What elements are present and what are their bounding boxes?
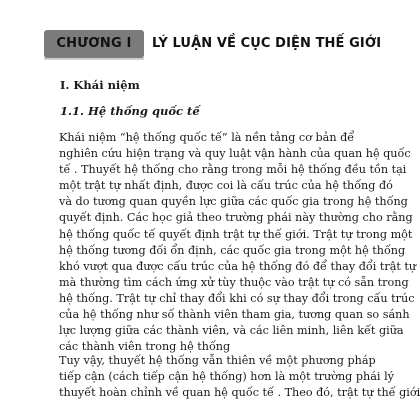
text-line: Khái niệm “hệ thống quốc tế” là nền tảng cơ bản để xyxy=(59,131,355,144)
text-line: các thành viên trong hệ thống xyxy=(59,340,231,354)
chapter-title: LÝ LUẬN VỀ CỤC DIỆN THẾ GIỚI xyxy=(152,36,382,51)
paragraph-2 xyxy=(59,353,420,401)
subsection-heading: 1.1. Hệ thống quốc tế xyxy=(60,104,200,118)
text-line: quyết định. Các học giả theo trường phái này thường cho rằng xyxy=(59,211,413,225)
text-line: một trật tự nhất định, được coi là cấu trúc của hệ thống đó xyxy=(59,179,393,193)
section-heading: I. Khái niệm xyxy=(60,78,140,92)
text-line: hệ thống tương đối ổn định, các quốc gia trong một hệ thống xyxy=(59,243,406,257)
text-line: hệ thống quốc tế quyết định trật tự thế giới. Trật tự trong một xyxy=(59,227,413,241)
chapter-label: CHƯƠNG I xyxy=(44,30,144,58)
text-line: lực lượng giữa các thành viên, và các liên minh, liên kết giữa xyxy=(59,324,404,338)
text-line: của hệ thống như số thành viên tham gia, tương quan so sánh xyxy=(59,308,410,322)
text-line: khó vượt qua được cấu trúc của hệ thống đó để thay đổi trật tự xyxy=(59,259,417,273)
text-line: tiếp cận (cách tiếp cận hệ thống) hơn là một trường phái lý xyxy=(59,370,394,384)
text-line: và do tương quan quyền lực giữa các quốc gia trong hệ thống xyxy=(59,195,408,209)
text-line: tế . Thuyết hệ thống cho rằng trong mỗi hệ thống đều tồn tại xyxy=(59,163,407,177)
text-line: mà thường tìm cách ứng xử tùy thuộc vào trật tự có sẵn trong xyxy=(59,275,409,289)
text-line: thuyết hoàn chỉnh về quan hệ quốc tế . Theo đó, trật tự thế giới xyxy=(59,386,420,400)
text-line: Tuy vậy, thuyết hệ thống vẫn thiên về một phương pháp xyxy=(59,354,376,367)
text-line: hệ thống. Trật tự chỉ thay đổi khi có sự thay đổi trong cấu trúc xyxy=(59,291,415,305)
paragraph-1 xyxy=(59,130,417,355)
text-line: nghiên cứu hiện trạng và quy luật vận hành của quan hệ quốc xyxy=(59,147,411,161)
chapter-header xyxy=(0,26,400,54)
